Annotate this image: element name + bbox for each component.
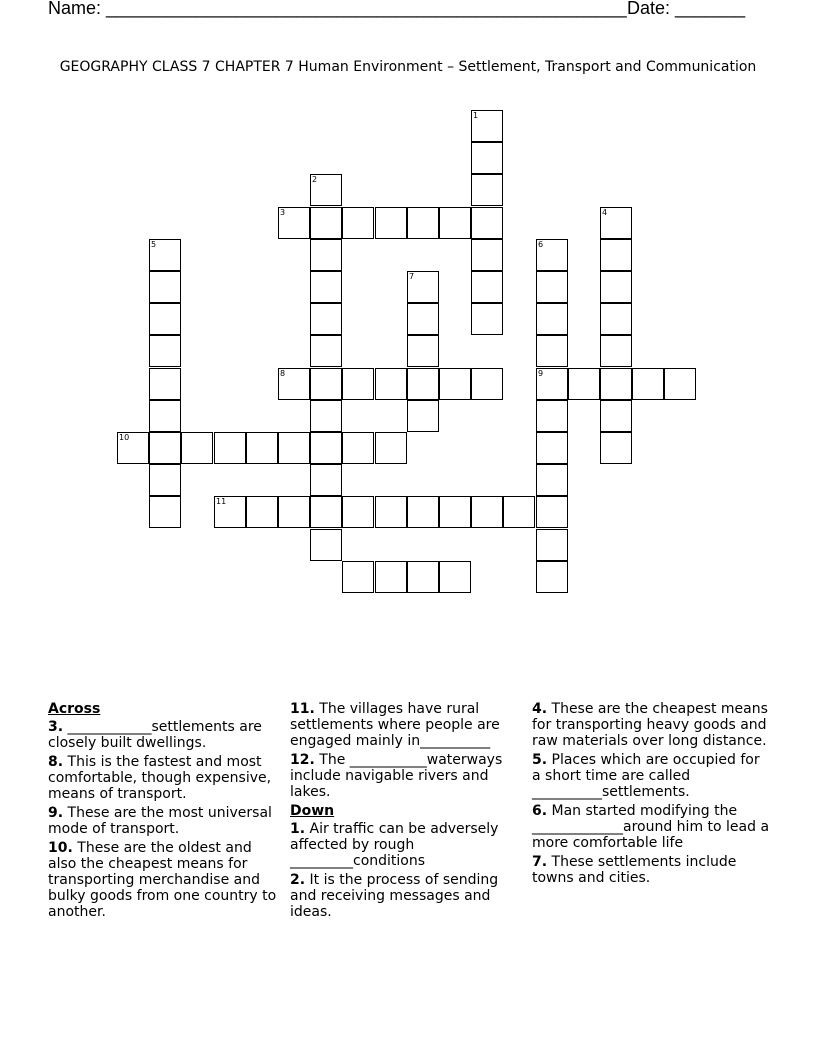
crossword-cell[interactable] <box>407 207 439 239</box>
crossword-cell[interactable] <box>342 207 374 239</box>
clue-down-7 <box>532 854 772 886</box>
crossword-cell[interactable] <box>181 432 213 464</box>
crossword-cell[interactable] <box>536 271 568 303</box>
crossword-cell[interactable] <box>342 368 374 400</box>
clue-text: These are the oldest and also the cheapest means for transporting merchandise and bulky goods from one country to another. <box>48 840 277 920</box>
crossword-cell[interactable] <box>407 561 439 593</box>
crossword-cell[interactable] <box>310 239 342 271</box>
crossword-cell[interactable] <box>310 529 342 561</box>
clue-number: 11. <box>290 701 315 717</box>
cell-number: 11 <box>216 497 227 506</box>
clue-number: 5. <box>532 752 548 768</box>
crossword-cell[interactable] <box>310 303 342 335</box>
cell-number: 2 <box>312 175 318 184</box>
clue-number: 8. <box>48 754 64 770</box>
name-field-label: Name: ____________________________________________________ <box>48 0 627 18</box>
crossword-cell[interactable] <box>439 207 471 239</box>
date-field-label: Date: _______ <box>627 0 746 18</box>
crossword-cell[interactable] <box>439 368 471 400</box>
crossword-cell[interactable] <box>375 432 407 464</box>
crossword-cell[interactable] <box>471 368 503 400</box>
crossword-cell[interactable] <box>471 303 503 335</box>
crossword-cell[interactable] <box>536 529 568 561</box>
cell-number: 8 <box>280 369 286 378</box>
crossword-cell[interactable] <box>600 335 632 367</box>
crossword-cell[interactable] <box>407 496 439 528</box>
crossword-cell[interactable] <box>503 496 535 528</box>
crossword-cell[interactable] <box>600 303 632 335</box>
cell-number: 7 <box>409 272 415 281</box>
crossword-cell[interactable] <box>375 207 407 239</box>
crossword-cell[interactable] <box>600 207 632 239</box>
clue-number: 1. <box>290 821 306 837</box>
crossword-cell[interactable] <box>149 335 181 367</box>
crossword-cell[interactable] <box>310 432 342 464</box>
crossword-cell[interactable] <box>310 174 342 206</box>
crossword-cell[interactable] <box>471 110 503 142</box>
clue-across-12 <box>290 752 526 800</box>
crossword-cell[interactable] <box>536 400 568 432</box>
clue-text: Places which are occupied for a short time are called __________settlements. <box>532 752 760 800</box>
clue-number: 9. <box>48 805 64 821</box>
crossword-cell[interactable] <box>310 400 342 432</box>
clues-column-2 <box>290 701 526 923</box>
crossword-cell[interactable] <box>471 239 503 271</box>
crossword-cell[interactable] <box>600 368 632 400</box>
clue-text: These are the most universal mode of transport. <box>48 805 272 837</box>
crossword-cell[interactable] <box>310 464 342 496</box>
clue-text: These are the cheapest means for transporting heavy goods and raw materials over long distance. <box>532 701 768 749</box>
crossword-cell[interactable] <box>310 368 342 400</box>
crossword-cell[interactable] <box>536 239 568 271</box>
clue-text: It is the process of sending and receiving messages and ideas. <box>290 872 499 920</box>
clue-across-10 <box>48 840 284 920</box>
crossword-cell[interactable] <box>536 303 568 335</box>
crossword-cell[interactable] <box>600 400 632 432</box>
crossword-cell[interactable] <box>149 496 181 528</box>
cell-number: 9 <box>538 369 544 378</box>
cell-number: 4 <box>602 208 608 217</box>
clue-number: 4. <box>532 701 548 717</box>
crossword-cell[interactable] <box>310 207 342 239</box>
crossword-cell[interactable] <box>632 368 664 400</box>
clue-down-5 <box>532 752 772 800</box>
clue-number: 6. <box>532 803 548 819</box>
clue-across-3 <box>48 719 284 751</box>
crossword-cell[interactable] <box>310 335 342 367</box>
crossword-cell[interactable] <box>568 368 600 400</box>
crossword-cell[interactable] <box>149 368 181 400</box>
clues-column-3 <box>532 701 772 889</box>
crossword-cell[interactable] <box>471 271 503 303</box>
crossword-cell[interactable] <box>310 271 342 303</box>
clue-down-2 <box>290 872 526 920</box>
clue-text: The ___________waterways include navigable rivers and lakes. <box>290 752 503 800</box>
crossword-cell[interactable] <box>407 335 439 367</box>
crossword-cell[interactable] <box>214 496 246 528</box>
crossword-cell[interactable] <box>536 496 568 528</box>
crossword-cell[interactable] <box>407 303 439 335</box>
across-heading: Across <box>48 701 101 717</box>
crossword-cell[interactable] <box>536 561 568 593</box>
crossword-cell[interactable] <box>664 368 696 400</box>
crossword-cell[interactable] <box>149 303 181 335</box>
cell-number: 3 <box>280 208 286 217</box>
crossword-cell[interactable] <box>536 432 568 464</box>
clues-column-1 <box>48 701 284 923</box>
crossword-cell[interactable] <box>407 368 439 400</box>
crossword-cell[interactable] <box>246 432 278 464</box>
crossword-cell[interactable] <box>342 496 374 528</box>
cell-number: 10 <box>119 433 130 442</box>
crossword-cell[interactable] <box>600 432 632 464</box>
cell-number: 1 <box>473 111 479 120</box>
crossword-cell[interactable] <box>117 432 149 464</box>
crossword-cell[interactable] <box>342 561 374 593</box>
crossword-cell[interactable] <box>375 368 407 400</box>
crossword-cell[interactable] <box>278 432 310 464</box>
clue-text: The villages have rural settlements where people are engaged mainly in__________ <box>290 701 500 749</box>
crossword-cell[interactable] <box>149 400 181 432</box>
crossword-cell[interactable] <box>536 335 568 367</box>
crossword-cell[interactable] <box>471 496 503 528</box>
crossword-cell[interactable] <box>342 432 374 464</box>
crossword-cell[interactable] <box>246 496 278 528</box>
crossword-cell[interactable] <box>278 207 310 239</box>
clue-down-4 <box>532 701 772 749</box>
crossword-cell[interactable] <box>439 561 471 593</box>
clue-number: 12. <box>290 752 315 768</box>
cell-number: 6 <box>538 240 544 249</box>
crossword-cell[interactable] <box>471 207 503 239</box>
clue-down-6 <box>532 803 772 851</box>
crossword-cell[interactable] <box>600 239 632 271</box>
clue-number: 7. <box>532 854 548 870</box>
clue-number: 10. <box>48 840 73 856</box>
clue-text: Air traffic can be adversely affected by rough _________conditions <box>290 821 499 869</box>
crossword-cell[interactable] <box>439 496 471 528</box>
clue-text: These settlements include towns and cities. <box>532 854 737 886</box>
crossword-cell[interactable] <box>149 239 181 271</box>
crossword-cell[interactable] <box>471 142 503 174</box>
clue-text: This is the fastest and most comfortable, though expensive, means of transport. <box>48 754 272 802</box>
crossword-cell[interactable] <box>536 464 568 496</box>
clue-text: ____________settlements are closely built dwellings. <box>48 719 262 751</box>
clue-across-8 <box>48 754 284 802</box>
clue-number: 3. <box>48 719 64 735</box>
clue-text: Man started modifying the _____________around him to lead a more comfortable life <box>532 803 770 851</box>
crossword-cell[interactable] <box>278 368 310 400</box>
crossword-cell[interactable] <box>536 368 568 400</box>
crossword-cell[interactable] <box>375 561 407 593</box>
crossword-cell[interactable] <box>471 174 503 206</box>
down-heading: Down <box>290 803 335 819</box>
crossword-cell[interactable] <box>407 271 439 303</box>
clue-across-9 <box>48 805 284 837</box>
crossword-cell[interactable] <box>600 271 632 303</box>
crossword-cell[interactable] <box>149 271 181 303</box>
clue-down-1 <box>290 821 526 869</box>
crossword-cell[interactable] <box>149 432 181 464</box>
clue-number: 2. <box>290 872 306 888</box>
crossword-cell[interactable] <box>375 496 407 528</box>
clue-across-11 <box>290 701 526 749</box>
crossword-cell[interactable] <box>310 496 342 528</box>
crossword-cell[interactable] <box>149 464 181 496</box>
crossword-cell[interactable] <box>278 496 310 528</box>
cell-number: 5 <box>151 240 157 249</box>
page-title: GEOGRAPHY CLASS 7 CHAPTER 7 Human Environment – Settlement, Transport and Communication <box>59 59 757 75</box>
crossword-cell[interactable] <box>214 432 246 464</box>
crossword-cell[interactable] <box>407 400 439 432</box>
